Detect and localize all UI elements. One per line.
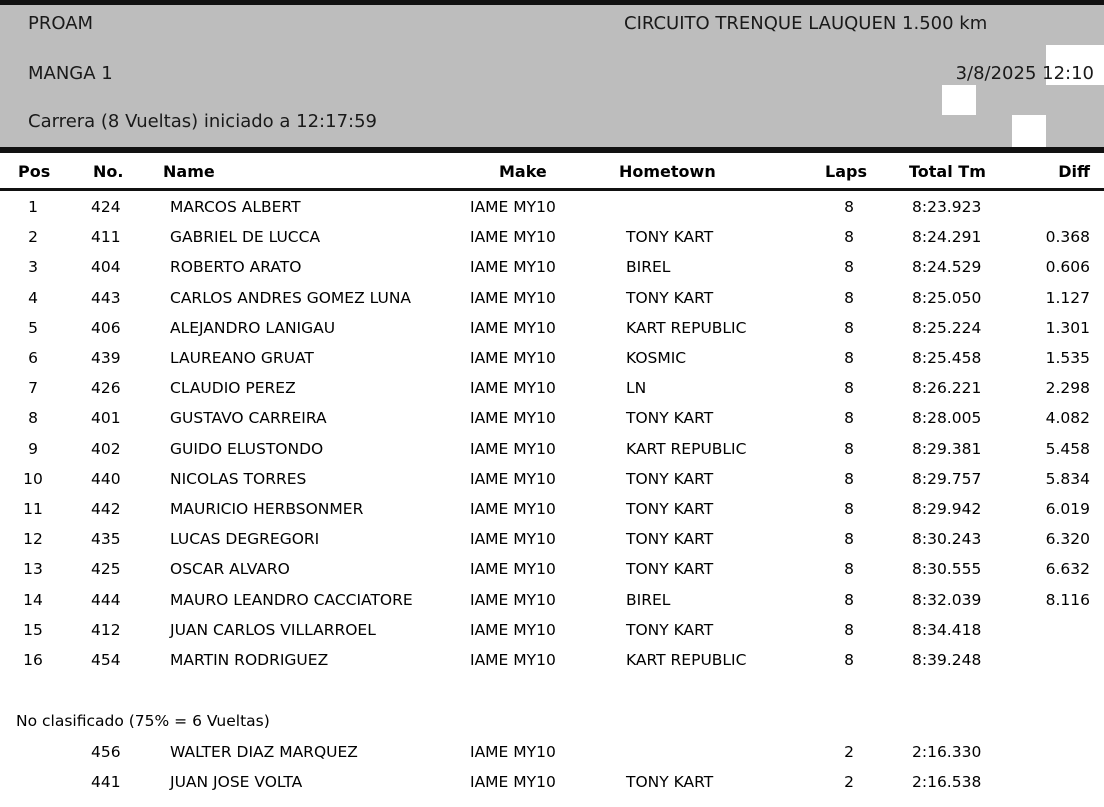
session-title: MANGA 1	[28, 63, 113, 84]
cell-hometown: TONY KART	[626, 530, 714, 549]
series-title: PROAM	[28, 13, 94, 34]
cell-total-time: 2:16.330	[912, 743, 982, 761]
cell-driver-name: CLAUDIO PEREZ	[170, 379, 296, 398]
cell-position: 11	[23, 500, 43, 518]
cell-hometown: TONY KART	[626, 773, 714, 792]
cell-engine-make: IAME MY10	[470, 500, 556, 518]
cell-engine-make: IAME MY10	[470, 743, 556, 761]
col-total-time: Total Tm	[909, 162, 986, 181]
cell-engine-make: IAME MY10	[470, 288, 556, 307]
header-divider	[0, 147, 1104, 153]
cell-driver-name: OSCAR ALVARO	[170, 560, 290, 579]
cell-total-time: 8:39.248	[912, 651, 982, 669]
cell-engine-make: IAME MY10	[470, 773, 556, 792]
cell-engine-make: IAME MY10	[470, 530, 556, 549]
cell-engine-make: IAME MY10	[470, 258, 556, 277]
cell-total-time: 8:29.381	[912, 439, 982, 458]
cell-total-time: 8:24.291	[912, 228, 982, 247]
table-row	[0, 615, 1104, 645]
cell-diff: 0.606	[1045, 258, 1090, 277]
cell-engine-make: IAME MY10	[470, 409, 556, 428]
cell-laps: 8	[844, 620, 854, 639]
cell-kart-number: 424	[91, 198, 121, 216]
cell-kart-number: 443	[91, 288, 121, 307]
cell-laps: 2	[844, 773, 854, 792]
cell-total-time: 8:30.243	[912, 530, 982, 549]
cell-driver-name: GABRIEL DE LUCCA	[170, 228, 321, 247]
cell-laps: 8	[844, 379, 854, 398]
cell-diff: 6.320	[1045, 530, 1090, 549]
cell-diff: 1.127	[1045, 288, 1090, 307]
cell-diff: 2.298	[1045, 379, 1090, 398]
cell-total-time: 8:30.555	[912, 560, 982, 579]
cell-kart-number: 456	[91, 743, 121, 761]
checkered-square	[1012, 115, 1046, 150]
cell-diff: 0.368	[1045, 228, 1090, 247]
cell-driver-name: MARCOS ALBERT	[170, 198, 301, 216]
table-row	[0, 464, 1104, 494]
table-row	[0, 494, 1104, 524]
table-row	[0, 192, 1104, 222]
col-make: Make	[499, 162, 547, 181]
cell-laps: 8	[844, 349, 854, 367]
cell-diff: 4.082	[1045, 409, 1090, 428]
cell-position: 9	[28, 439, 38, 458]
cell-kart-number: 442	[91, 500, 121, 518]
cell-driver-name: MARTIN RODRIGUEZ	[170, 651, 329, 669]
checkered-square	[942, 85, 976, 115]
cell-driver-name: LUCAS DEGREGORI	[170, 530, 320, 549]
cell-kart-number: 439	[91, 349, 121, 367]
cell-engine-make: IAME MY10	[470, 651, 556, 669]
cell-driver-name: GUIDO ELUSTONDO	[170, 439, 324, 458]
cell-diff: 5.834	[1045, 469, 1090, 488]
cell-engine-make: IAME MY10	[470, 560, 556, 579]
cell-driver-name: JUAN JOSE VOLTA	[170, 773, 303, 792]
cell-laps: 8	[844, 560, 854, 579]
cell-kart-number: 440	[91, 469, 121, 488]
table-row	[0, 403, 1104, 433]
cell-laps: 8	[844, 198, 854, 216]
cell-hometown: TONY KART	[626, 409, 714, 428]
race-info: Carrera (8 Vueltas) iniciado a 12:17:59	[28, 111, 377, 132]
cell-total-time: 8:29.942	[912, 500, 982, 518]
cell-kart-number: 406	[91, 318, 121, 337]
cell-kart-number: 411	[91, 228, 121, 247]
cell-driver-name: MAURO LEANDRO CACCIATORE	[170, 590, 413, 609]
cell-driver-name: CARLOS ANDRES GOMEZ LUNA	[170, 288, 412, 307]
not-classified-label: No clasificado (75% = 6 Vueltas)	[16, 712, 270, 730]
circuit-title: CIRCUITO TRENQUE LAUQUEN 1.500 km	[624, 13, 988, 34]
cell-position: 14	[23, 590, 43, 609]
cell-position: 8	[28, 409, 38, 428]
cell-engine-make: IAME MY10	[470, 620, 556, 639]
cell-total-time: 2:16.538	[912, 773, 982, 792]
cell-laps: 8	[844, 318, 854, 337]
cell-laps: 8	[844, 651, 854, 669]
cell-total-time: 8:25.050	[912, 288, 982, 307]
cell-diff: 1.301	[1045, 318, 1090, 337]
table-row	[0, 554, 1104, 584]
cell-laps: 8	[844, 530, 854, 549]
table-row	[0, 737, 1104, 767]
cell-hometown: KART REPUBLIC	[626, 439, 747, 458]
cell-hometown: KART REPUBLIC	[626, 651, 747, 669]
cell-kart-number: 402	[91, 439, 121, 458]
cell-hometown: TONY KART	[626, 560, 714, 579]
cell-hometown: TONY KART	[626, 500, 714, 518]
cell-kart-number: 454	[91, 651, 121, 669]
cell-driver-name: LAUREANO GRUAT	[170, 349, 314, 367]
cell-engine-make: IAME MY10	[470, 439, 556, 458]
table-row	[0, 767, 1104, 797]
cell-total-time: 8:34.418	[912, 620, 982, 639]
cell-laps: 8	[844, 469, 854, 488]
cell-driver-name: JUAN CARLOS VILLARROEL	[170, 620, 376, 639]
col-diff: Diff	[1058, 162, 1090, 181]
table-row	[0, 373, 1104, 403]
cell-driver-name: ROBERTO ARATO	[170, 258, 302, 277]
cell-laps: 8	[844, 590, 854, 609]
cell-hometown: KART REPUBLIC	[626, 318, 747, 337]
cell-kart-number: 426	[91, 379, 121, 398]
col-hometown: Hometown	[619, 162, 716, 181]
cell-hometown: KOSMIC	[626, 349, 687, 367]
cell-engine-make: IAME MY10	[470, 198, 556, 216]
cell-total-time: 8:29.757	[912, 469, 982, 488]
cell-diff: 8.116	[1045, 590, 1090, 609]
cell-total-time: 8:23.923	[912, 198, 982, 216]
cell-total-time: 8:28.005	[912, 409, 982, 428]
table-row	[0, 645, 1104, 675]
cell-kart-number: 404	[91, 258, 121, 277]
cell-engine-make: IAME MY10	[470, 590, 556, 609]
cell-laps: 8	[844, 228, 854, 247]
cell-driver-name: GUSTAVO CARREIRA	[170, 409, 327, 428]
cell-kart-number: 425	[91, 560, 121, 579]
cell-position: 10	[23, 469, 43, 488]
cell-diff: 6.019	[1045, 500, 1090, 518]
cell-engine-make: IAME MY10	[470, 318, 556, 337]
cell-kart-number: 401	[91, 409, 121, 428]
cell-laps: 8	[844, 439, 854, 458]
cell-total-time: 8:25.458	[912, 349, 982, 367]
cell-hometown: TONY KART	[626, 469, 714, 488]
cell-hometown: TONY KART	[626, 620, 714, 639]
column-divider	[0, 188, 1104, 191]
table-row	[0, 252, 1104, 282]
cell-total-time: 8:24.529	[912, 258, 982, 277]
cell-position: 7	[28, 379, 38, 398]
cell-laps: 8	[844, 500, 854, 518]
cell-total-time: 8:25.224	[912, 318, 982, 337]
cell-kart-number: 444	[91, 590, 121, 609]
table-row	[0, 524, 1104, 554]
cell-laps: 2	[844, 743, 854, 761]
cell-driver-name: ALEJANDRO LANIGAU	[170, 318, 336, 337]
cell-position: 2	[28, 228, 38, 247]
cell-laps: 8	[844, 258, 854, 277]
table-row	[0, 222, 1104, 252]
table-row	[0, 343, 1104, 373]
cell-engine-make: IAME MY10	[470, 469, 556, 488]
cell-position: 16	[23, 651, 43, 669]
race-datetime: 3/8/2025 12:10	[955, 63, 1094, 84]
cell-position: 13	[23, 560, 43, 579]
cell-position: 4	[28, 288, 38, 307]
cell-driver-name: WALTER DIAZ MARQUEZ	[170, 743, 358, 761]
cell-position: 1	[28, 198, 38, 216]
cell-position: 6	[28, 349, 38, 367]
cell-total-time: 8:32.039	[912, 590, 982, 609]
cell-hometown: TONY KART	[626, 288, 714, 307]
cell-engine-make: IAME MY10	[470, 228, 556, 247]
cell-driver-name: MAURICIO HERBSONMER	[170, 500, 364, 518]
cell-kart-number: 412	[91, 620, 121, 639]
col-laps: Laps	[825, 162, 867, 181]
cell-hometown: BIREL	[626, 258, 671, 277]
cell-position: 3	[28, 258, 38, 277]
table-row	[0, 313, 1104, 343]
report-header	[0, 0, 1104, 150]
cell-position: 15	[23, 620, 43, 639]
cell-laps: 8	[844, 288, 854, 307]
table-row	[0, 434, 1104, 464]
cell-engine-make: IAME MY10	[470, 379, 556, 398]
cell-position: 5	[28, 318, 38, 337]
cell-total-time: 8:26.221	[912, 379, 982, 398]
table-row	[0, 283, 1104, 313]
cell-position: 12	[23, 530, 43, 549]
col-pos: Pos	[18, 162, 51, 181]
col-name: Name	[163, 162, 215, 181]
cell-kart-number: 435	[91, 530, 121, 549]
cell-kart-number: 441	[91, 773, 121, 792]
cell-engine-make: IAME MY10	[470, 349, 556, 367]
cell-hometown: BIREL	[626, 590, 671, 609]
cell-hometown: LN	[626, 379, 647, 398]
cell-driver-name: NICOLAS TORRES	[170, 469, 307, 488]
cell-laps: 8	[844, 409, 854, 428]
table-row	[0, 585, 1104, 615]
cell-diff: 6.632	[1045, 560, 1090, 579]
cell-hometown: TONY KART	[626, 228, 714, 247]
cell-diff: 5.458	[1045, 439, 1090, 458]
cell-diff: 1.535	[1045, 349, 1090, 367]
col-no: No.	[93, 162, 124, 181]
